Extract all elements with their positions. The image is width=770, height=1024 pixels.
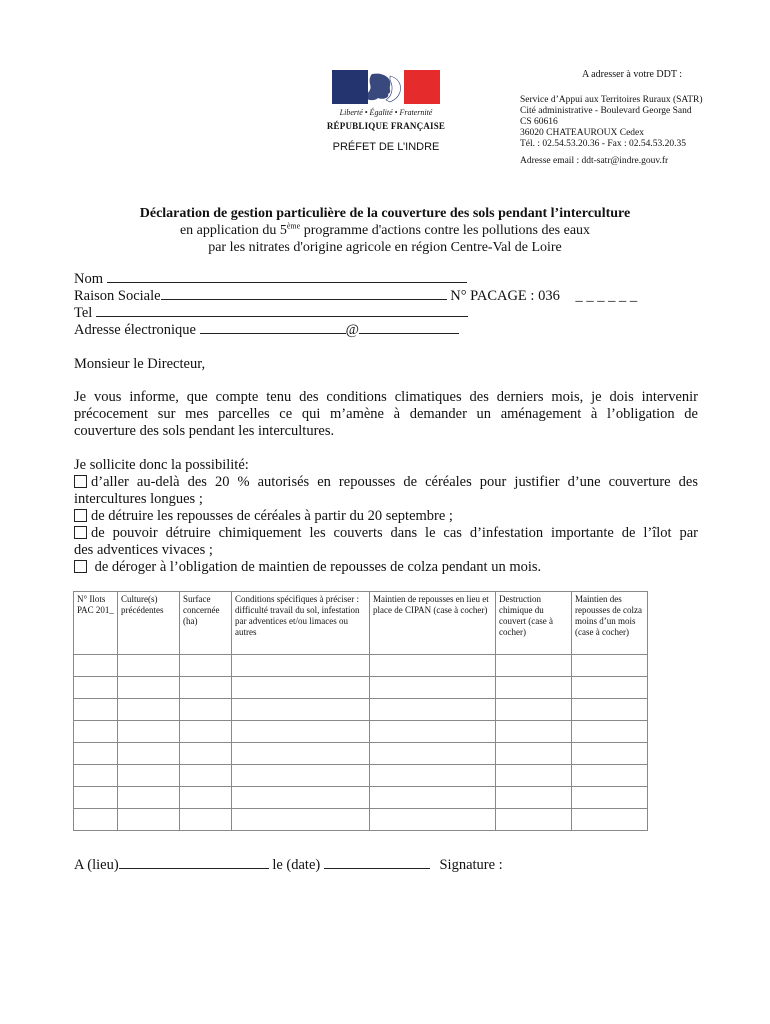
table-cell[interactable] (74, 765, 118, 787)
table-cell[interactable] (118, 743, 180, 765)
paragraph-1-line: précocement sur mes parcelles ce qui m’amène à demander un aménagement à l’obligation de (74, 406, 698, 422)
date-blank[interactable] (324, 856, 430, 869)
signature-line (74, 856, 503, 874)
option-2 (74, 508, 698, 525)
table-cell[interactable] (370, 809, 496, 831)
table-cell[interactable] (118, 699, 180, 721)
option-3 (74, 525, 698, 559)
option-3-checkbox[interactable] (74, 526, 87, 539)
table-cell[interactable] (74, 743, 118, 765)
lieu-blank[interactable] (119, 856, 269, 869)
option-4-label: de déroger à l’obligation de maintien de repousses de colza pendant un mois. (94, 559, 542, 575)
table-header-cell: Maintien de repousses en lieu et place de CIPAN (case à cocher) (370, 592, 496, 655)
salutation: Monsieur le Directeur, (74, 356, 206, 372)
email-field[interactable] (74, 321, 459, 339)
table-header-row (74, 592, 648, 655)
email-label: Adresse électronique (74, 322, 196, 338)
option-2-checkbox[interactable] (74, 509, 87, 522)
table-cell[interactable] (74, 787, 118, 809)
table-cell[interactable] (370, 699, 496, 721)
table-cell[interactable] (496, 721, 572, 743)
address-header: A adresser à votre DDT : (582, 69, 683, 80)
address-line: 36020 CHATEAUROUX Cedex (520, 128, 645, 138)
table-header-cell: Conditions spécifiques à préciser : difficulté travail du sol, infestation par adventices et/ou limaces ou autres (232, 592, 370, 655)
table-cell[interactable] (572, 765, 648, 787)
tel-field[interactable] (74, 304, 468, 322)
document-title: Déclaration de gestion particulière de la couverture des sols pendant l’interculture (139, 206, 631, 221)
table-cell[interactable] (180, 765, 232, 787)
tel-blank[interactable] (96, 304, 468, 317)
table-cell[interactable] (232, 699, 370, 721)
table-cell[interactable] (496, 765, 572, 787)
table-cell[interactable] (232, 721, 370, 743)
date-label: le (date) (272, 857, 321, 873)
table-cell[interactable] (370, 765, 496, 787)
address-line: Cité administrative - Boulevard George Sand (520, 106, 692, 116)
option-4-checkbox[interactable] (74, 560, 87, 573)
table-row (74, 655, 648, 677)
subtitle-text: en application du 5 (179, 223, 287, 238)
paragraph-1-line: Je vous informe, que compte tenu des conditions climatiques des derniers mois, je dois intervenir (74, 389, 698, 405)
table-row (74, 721, 648, 743)
table-cell[interactable] (118, 721, 180, 743)
table-cell[interactable] (232, 809, 370, 831)
table-cell[interactable] (572, 787, 648, 809)
table-cell[interactable] (232, 765, 370, 787)
table-cell[interactable] (118, 765, 180, 787)
table-cell[interactable] (180, 743, 232, 765)
table-cell[interactable] (232, 677, 370, 699)
option-2-label: de détruire les repousses de céréales à partir du 20 septembre ; (91, 508, 453, 524)
table-cell[interactable] (370, 743, 496, 765)
document-subtitle-1 (60, 223, 710, 239)
option-1-checkbox[interactable] (74, 475, 87, 488)
table-cell[interactable] (496, 699, 572, 721)
option-3-label: de pouvoir détruire chimiquement les couverts dans le cas d’infestation importante de l’îlot par (91, 525, 698, 541)
table-cell[interactable] (232, 743, 370, 765)
republic-name: RÉPUBLIQUE FRANÇAISE (326, 121, 446, 131)
table-cell[interactable] (572, 721, 648, 743)
table-cell[interactable] (572, 655, 648, 677)
table-header-cell: Maintien des repousses de colza moins d’un mois (case à cocher) (572, 592, 648, 655)
table-cell[interactable] (118, 787, 180, 809)
table-cell[interactable] (118, 655, 180, 677)
paragraph-1-line: couverture des sols pendant les intercultures. (74, 423, 335, 439)
signature-label: Signature : (439, 857, 503, 873)
address-email: Adresse email : ddt-satr@indre.gouv.fr (520, 156, 669, 166)
request-intro: Je sollicite donc la possibilité: (74, 457, 249, 473)
document-subtitle-2: par les nitrates d'origine agricole en région Centre-Val de Loire (208, 240, 562, 255)
raison-sociale-label: Raison Sociale (74, 288, 161, 304)
table-cell[interactable] (572, 677, 648, 699)
nom-blank[interactable] (107, 270, 467, 283)
table-cell[interactable] (180, 787, 232, 809)
address-line: Service d’Appui aux Territoires Ruraux (SATR) (520, 95, 703, 105)
email-at: @ (345, 322, 359, 338)
tel-label: Tel (74, 305, 93, 321)
table-cell[interactable] (74, 655, 118, 677)
parcel-table (73, 591, 648, 831)
table-cell[interactable] (74, 721, 118, 743)
table-cell[interactable] (496, 743, 572, 765)
republic-motto: Liberté • Égalité • Fraternité (339, 108, 433, 117)
table-header-cell: N° Ilots PAC 201_ (74, 592, 118, 655)
subtitle-text: programme d'actions contre les pollutions des eaux (300, 223, 591, 238)
table-cell[interactable] (74, 699, 118, 721)
table-cell[interactable] (180, 655, 232, 677)
table-cell[interactable] (370, 721, 496, 743)
table-cell[interactable] (370, 655, 496, 677)
table-cell[interactable] (74, 677, 118, 699)
option-4 (74, 559, 698, 576)
table-cell[interactable] (572, 809, 648, 831)
table-header-cell: Destruction chimique du couvert (case à cocher) (496, 592, 572, 655)
option-1-label: d’aller au-delà des 20 % autorisés en repousses de céréales pour justifier d’une couverture des (91, 474, 698, 490)
option-1 (74, 474, 698, 508)
table-row (74, 809, 648, 831)
nom-field[interactable] (74, 270, 467, 288)
lieu-label: A (lieu) (74, 857, 119, 873)
table-cell[interactable] (232, 655, 370, 677)
table-header-cell: Culture(s) précédentes (118, 592, 180, 655)
table-row (74, 787, 648, 809)
raison-sociale-blank[interactable] (161, 287, 447, 300)
table-row (74, 765, 648, 787)
table-cell[interactable] (180, 677, 232, 699)
email-local-blank[interactable] (200, 321, 346, 334)
table-cell[interactable] (496, 787, 572, 809)
option-1-label-cont: intercultures longues ; (74, 491, 203, 507)
table-cell[interactable] (180, 699, 232, 721)
flag-blue-band (332, 70, 368, 104)
raison-sociale-field[interactable] (74, 287, 637, 305)
pacage-blanks[interactable]: _ _ _ _ _ _ (575, 288, 638, 304)
table-cell[interactable] (496, 809, 572, 831)
table-row (74, 743, 648, 765)
address-line: Tél. : 02.54.53.20.36 - Fax : 02.54.53.20.35 (520, 139, 686, 149)
subtitle-superscript: ème (286, 221, 301, 231)
table-cell[interactable] (118, 677, 180, 699)
pacage-label: N° PACAGE : 036 (450, 288, 560, 304)
address-line: CS 60616 (520, 117, 558, 127)
email-domain-blank[interactable] (359, 321, 459, 334)
table-cell[interactable] (180, 721, 232, 743)
table-cell[interactable] (370, 677, 496, 699)
table-cell[interactable] (232, 787, 370, 809)
table-cell[interactable] (496, 655, 572, 677)
table-header-cell: Surface concernée (ha) (180, 592, 232, 655)
paragraph-1 (74, 389, 698, 440)
table-cell[interactable] (572, 699, 648, 721)
table-row (74, 699, 648, 721)
table-cell[interactable] (180, 809, 232, 831)
table-cell[interactable] (370, 787, 496, 809)
table-cell[interactable] (118, 809, 180, 831)
table-cell[interactable] (496, 677, 572, 699)
flag-red-band (404, 70, 440, 104)
nom-label: Nom (74, 271, 103, 287)
table-cell[interactable] (74, 809, 118, 831)
table-cell[interactable] (572, 743, 648, 765)
option-3-label-cont: des adventices vivaces ; (74, 542, 213, 558)
table-row (74, 677, 648, 699)
prefet-label: PRÉFET DE L’INDRE (332, 141, 440, 153)
